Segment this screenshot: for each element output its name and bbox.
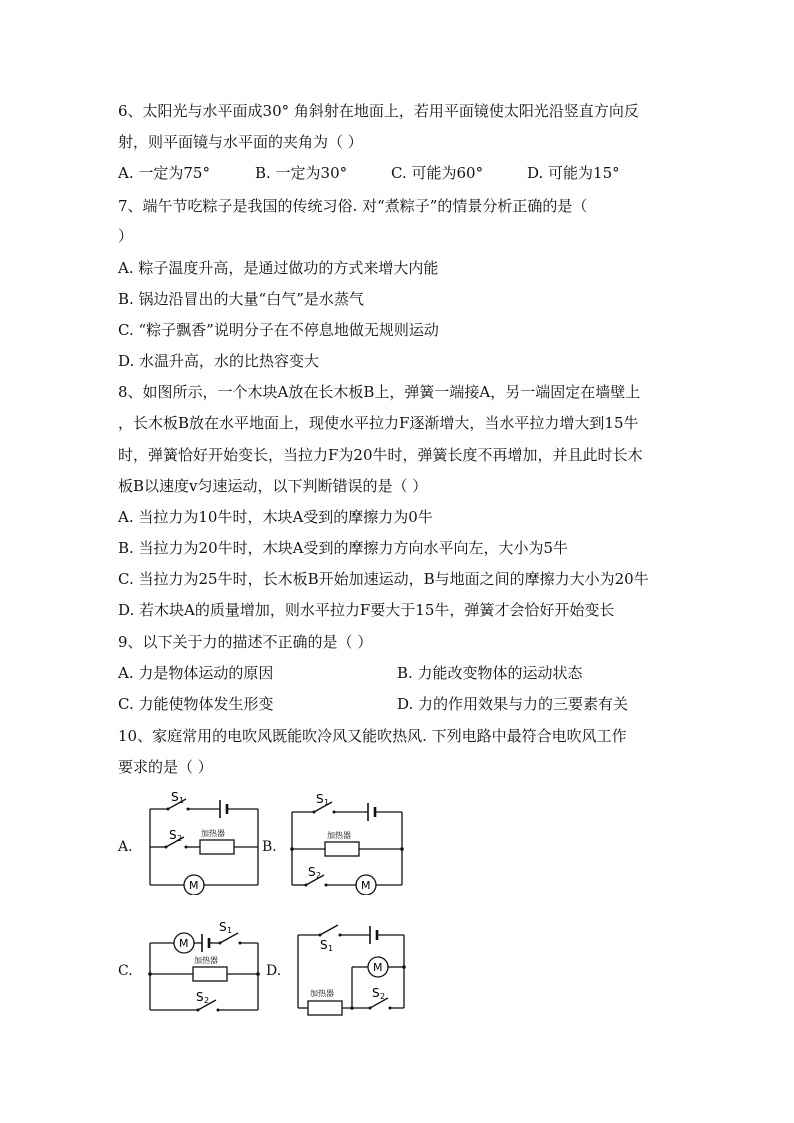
circuit-label-a: A. <box>118 839 133 855</box>
circuit-d-s2-letter: S <box>372 986 380 1000</box>
circuit-label-b: B. <box>262 839 277 855</box>
circuit-b-s1-sub: 1 <box>324 798 330 807</box>
q7-option-c: C. “粽子飘香”说明分子在不停息地做无规则运动 <box>118 321 439 339</box>
q8-option-d: D. 若木块A的质量增加，则水平拉力F要大于15牛，弹簧才会恰好开始变长 <box>118 601 615 619</box>
circuit-diagram-b <box>282 790 412 895</box>
q7-option-a: A. 粽子温度升高，是通过做功的方式来增大内能 <box>118 259 439 277</box>
circuit-c-motor: M <box>179 937 189 950</box>
circuit-d-s1-sub: 1 <box>328 944 334 953</box>
q10-line2: 要求的是（ ） <box>118 758 213 776</box>
circuit-c-s2-letter: S <box>196 990 204 1004</box>
q6-line2: 射，则平面镜与水平面的夹角为（ ） <box>118 133 363 151</box>
q6-line1: 6、太阳光与水平面成30° 角斜射在地面上，若用平面镜使太阳光沿竖直方向反 <box>118 102 639 120</box>
circuit-a-s1-sub: 1 <box>179 796 185 805</box>
circuit-c-s1-sub: 1 <box>227 926 233 935</box>
q6-option-a: A. 一定为75° <box>118 164 210 182</box>
q7-option-b: B. 锅边沿冒出的大量“白气”是水蒸气 <box>118 290 364 308</box>
circuit-b-s2-letter: S <box>308 865 316 879</box>
circuit-c-s2-sub: 2 <box>204 996 210 1005</box>
circuit-a-heater-label: 加热器 <box>201 829 225 838</box>
q7-option-d: D. 水温升高，水的比热容变大 <box>118 352 320 370</box>
circuit-b-motor: M <box>361 879 371 892</box>
circuit-a-motor: M <box>189 879 199 892</box>
q9-option-d: D. 力的作用效果与力的三要素有关 <box>397 695 629 713</box>
q6-option-d: D. 可能为15° <box>527 164 620 182</box>
q8-option-b: B. 当拉力为20牛时，木块A受到的摩擦力方向水平向左，大小为5牛 <box>118 539 569 557</box>
q9-option-b: B. 力能改变物体的运动状态 <box>397 664 583 682</box>
circuit-d-s2-sub: 2 <box>380 992 386 1001</box>
q9-option-a: A. 力是物体运动的原因 <box>118 664 274 682</box>
q8-option-c: C. 当拉力为25牛时，长木板B开始加速运动，B与地面之间的摩擦力大小为20牛 <box>118 570 649 588</box>
q8-line1: 8、如图所示，一个木块A放在长木板B上，弹簧一端接A，另一端固定在墙壁上 <box>118 383 641 401</box>
circuit-a-s2-letter: S <box>169 828 177 842</box>
circuit-d-motor: M <box>373 961 383 974</box>
circuit-d-heater-label: 加热器 <box>310 989 334 998</box>
q10-line1: 10、家庭常用的电吹风既能吹冷风又能吹热风. 下列电路中最符合电吹风工作 <box>118 727 627 745</box>
q6-option-c: C. 可能为60° <box>391 164 484 182</box>
q7-line2: ） <box>118 227 134 245</box>
circuit-diagram-a <box>138 790 268 895</box>
q8-line3: 时，弹簧恰好开始变长，当拉力F为20牛时，弹簧长度不再增加，并且此时长木 <box>118 446 643 464</box>
circuit-b-s1-letter: S <box>316 792 324 806</box>
q7-line1: 7、端午节吃粽子是我国的传统习俗. 对“煮粽子”的情景分析正确的是（ <box>118 197 588 215</box>
q6-option-b: B. 一定为30° <box>255 164 348 182</box>
q9-line1: 9、以下关于力的描述不正确的是（ ） <box>118 633 373 651</box>
q8-line4: 板B以速度v匀速运动，以下判断错误的是（ ） <box>118 477 428 495</box>
circuit-c-heater-label: 加热器 <box>194 956 218 965</box>
circuit-label-c: C. <box>118 963 133 979</box>
circuit-b-s2-sub: 2 <box>316 871 322 880</box>
q8-option-a: A. 当拉力为10牛时，木块A受到的摩擦力为0牛 <box>118 508 433 526</box>
circuit-c-s1-letter: S <box>219 920 227 934</box>
q9-option-c: C. 力能使物体发生形变 <box>118 695 274 713</box>
circuit-label-d: D. <box>266 963 282 979</box>
q8-line2: ，长木板B放在水平地面上，现使水平拉力F逐渐增大，当水平拉力增大到15牛 <box>118 414 639 432</box>
circuit-diagram-c <box>138 915 268 1020</box>
circuit-a-s1-letter: S <box>171 790 179 804</box>
circuit-d-s1-letter: S <box>320 938 328 952</box>
circuit-b-heater-label: 加热器 <box>327 831 351 840</box>
circuit-a-s2-sub: 2 <box>177 834 183 843</box>
circuit-diagram-d <box>290 915 415 1020</box>
